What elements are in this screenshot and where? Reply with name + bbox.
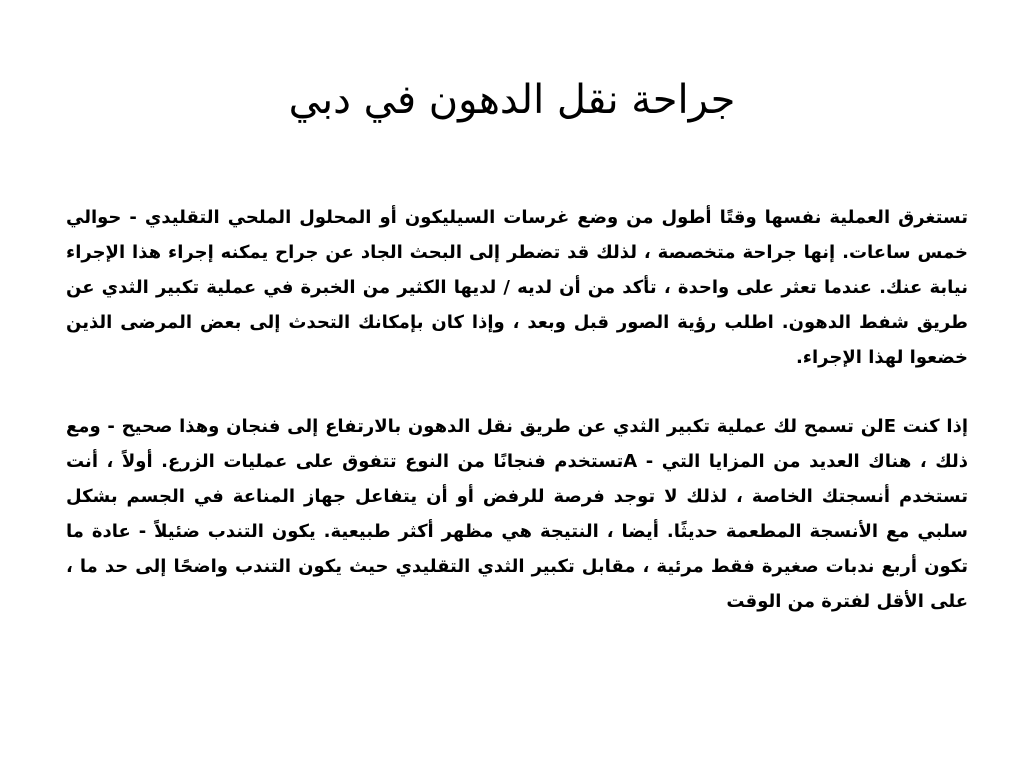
body-paragraph-2: إذا كنت Eلن تسمح لك عملية تكبير الثدي عن طريق نقل الدهون بالارتفاع إلى فنجان وهذا صحيح - ومع ذلك ، هناك العديد من المزايا التي - Aتستخدم فنجانًا من النوع تتفوق على عمليات الزرع. أولاً ، أنت تستخدم أنسجتك الخاصة ، لذلك لا توجد فرصة للرفض أو أن يتفاعل جهاز المناعة في الجسم بشكل سلبي مع الأنسجة المطعمة حديثًا. أيضا ، النتيجة هي مظهر أكثر طبيعية. يكون التندب ضئيلاً - عادة ما تكون أربع ندبات صغيرة فقط مرئية ، مقابل تكبير الثدي التقليدي حيث يكون التندب واضحًا إلى حد ما ، على الأقل لفترة من الوقت: [66, 416, 968, 612]
slide-title: جراحة نقل الدهون في دبي: [288, 77, 736, 123]
body-paragraph-1: تستغرق العملية نفسها وقتًا أطول من وضع غرسات السيليكون أو المحلول الملحي التقليدي - حوالي خمس ساعات. إنها جراحة متخصصة ، لذلك قد تضطر إلى البحث الجاد عن جراح يمكنه إجراء هذا الإجراء نيابة عنك. عندما تعثر على واحدة ، تأكد من أن لديه / لديها الكثير من الخبرة في عملية تكبير الثدي عن طريق شفط الدهون. اطلب رؤية الصور قبل وبعد ، وإذا كان بإمكانك التحدث إلى بعض المرضى الذين خضعوا لهذا الإجراء.: [66, 207, 968, 368]
slide-body: [66, 200, 968, 619]
